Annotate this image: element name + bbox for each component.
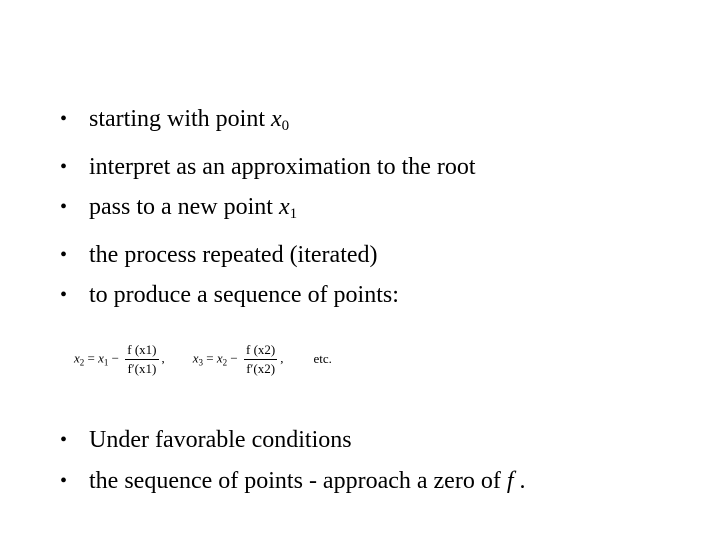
bullet-item: • to produce a sequence of points:: [60, 275, 476, 316]
newton-iteration-equations: [74, 334, 332, 384]
bullet-item: • interpret as an approximation to the root: [60, 147, 476, 188]
bullet-item: • the sequence of points - approach a zero of f .: [60, 461, 526, 502]
bullet-icon: •: [60, 429, 68, 451]
bullet-icon: •: [60, 196, 68, 218]
bullet-item: • the process repeated (iterated): [60, 235, 476, 276]
fraction: $\frac{f (x2)}{f'(x2)}$: [246, 341, 276, 376]
equation-x3: $x_3 = x_2$ − $\frac{f (x2)}{f'(x2)}$ ,: [192, 341, 284, 376]
bullet-icon: •: [60, 284, 68, 306]
bullet-item: • Under favorable conditions: [60, 420, 526, 461]
top-bullet-list: [60, 99, 476, 316]
bullet-item: • starting with point $x_0$: [60, 99, 476, 147]
bullet-icon: •: [60, 108, 68, 130]
equation-x2: $x_2 = x_1$ − $\frac{f (x1)}{f'(x1)}$ ,: [74, 341, 165, 376]
bottom-bullet-list: [60, 420, 526, 501]
equation-etc: etc.: [313, 351, 332, 366]
bullet-item: • pass to a new point $x_1$: [60, 187, 476, 235]
fraction: $\frac{f (x1)}{f'(x1)}$: [127, 341, 157, 376]
bullet-icon: •: [60, 155, 68, 178]
bullet-icon: •: [60, 469, 68, 492]
bullet-icon: •: [60, 243, 68, 266]
